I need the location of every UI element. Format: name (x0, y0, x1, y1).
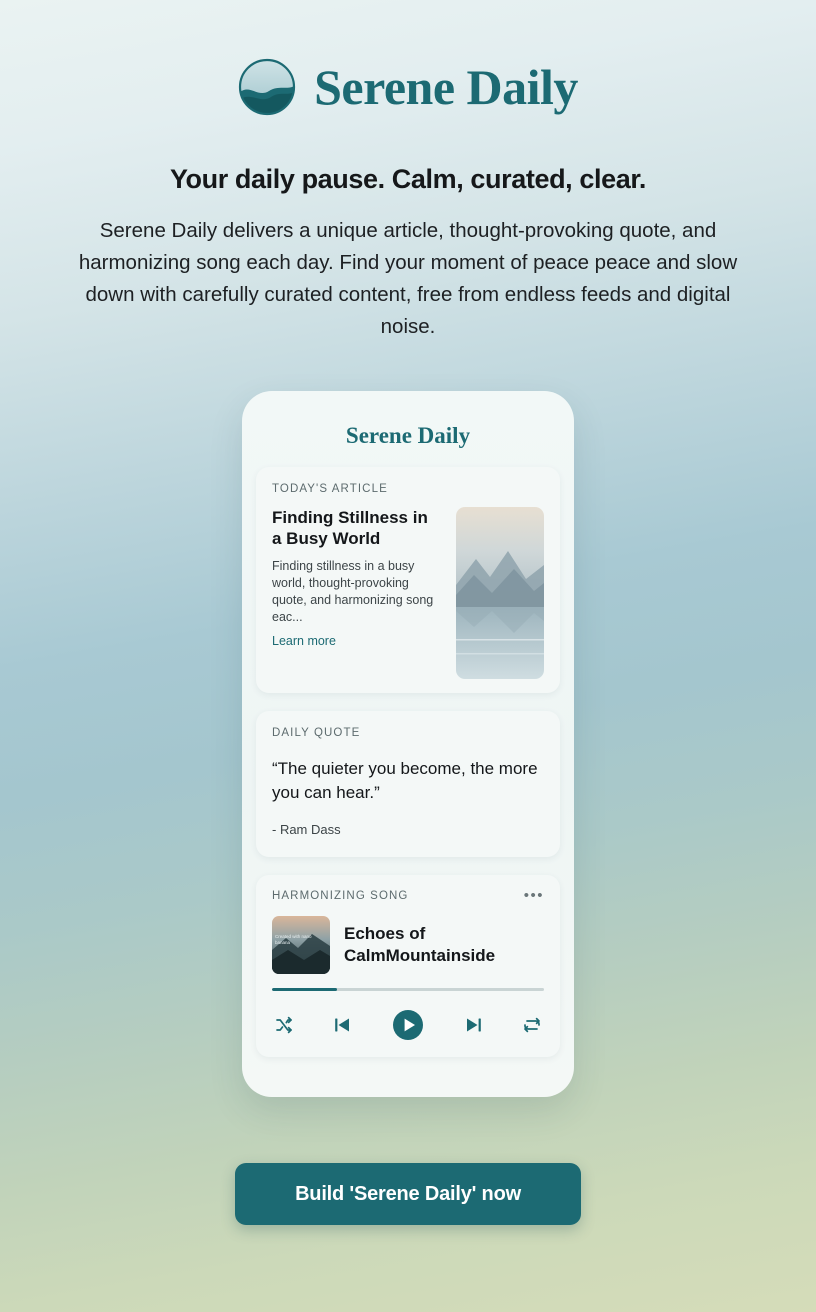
repeat-button[interactable] (522, 1015, 542, 1035)
article-body (272, 507, 544, 679)
article-title: Finding Stillness in a Busy World (272, 508, 428, 548)
quote-kicker: DAILY QUOTE (272, 727, 361, 739)
song-kicker: HARMONIZING SONG (272, 890, 409, 902)
learn-more-link[interactable]: Learn more (272, 634, 336, 648)
article-text-column (272, 507, 442, 679)
song-body (272, 916, 544, 974)
page-subcopy: Serene Daily delivers a unique article, thought-provoking quote, and harmonizing song each day. Find your moment of peace peace and slow down with carefully curated content, free from endless feeds and digital noise. (78, 219, 738, 338)
article-card[interactable] (256, 467, 560, 693)
quote-card[interactable] (256, 711, 560, 857)
quote-author: - Ram Dass (272, 822, 341, 837)
quote-text: “The quieter you become, the more you can hear.” (272, 759, 538, 802)
build-app-button[interactable]: Build 'Serene Daily' now (235, 1163, 581, 1225)
album-art (272, 916, 330, 974)
more-options-icon[interactable]: ••• (523, 887, 544, 904)
song-header (272, 887, 544, 904)
play-button[interactable] (390, 1007, 426, 1043)
previous-track-button[interactable] (330, 1013, 354, 1037)
page-title: Your daily pause. Calm, curated, clear. (169, 164, 647, 194)
next-track-button[interactable] (462, 1013, 486, 1037)
phone-preview (242, 391, 574, 1097)
shuffle-button[interactable] (274, 1015, 294, 1035)
article-description: Finding stillness in a busy world, thought-provoking quote, and harmonizing song eac... (272, 559, 434, 624)
player-controls (272, 1007, 544, 1043)
song-title: Echoes of CalmMountainside (344, 924, 496, 965)
brand-header (238, 58, 578, 116)
sunrise-over-water-icon (238, 58, 296, 116)
playback-progress-bar[interactable] (272, 988, 544, 991)
app-title: Serene Daily (345, 423, 471, 448)
album-art-caption: Created with nano banana (275, 934, 312, 945)
article-kicker: TODAY'S ARTICLE (272, 483, 388, 495)
mountain-lake-photo (456, 507, 544, 679)
brand-name: Serene Daily (314, 59, 578, 115)
playback-progress-fill (272, 988, 337, 991)
song-card[interactable] (256, 875, 560, 1057)
